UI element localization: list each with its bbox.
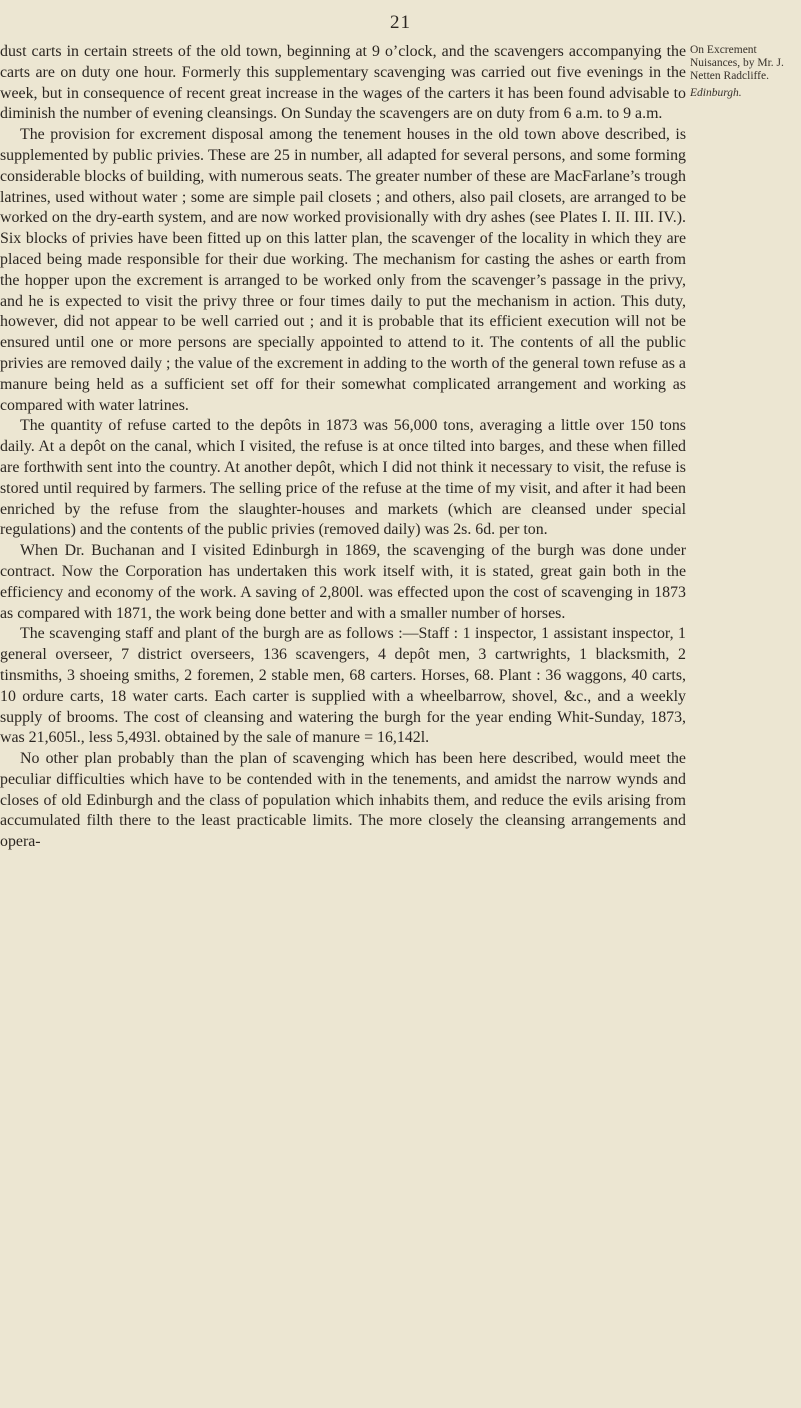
margin-note-heading: On Excrement Nuisances, by Mr. J. Netten Radcliffe. <box>690 44 784 82</box>
paragraph-4: When Dr. Buchanan and I visited Edinburgh in 1869, the scavenging of the burgh was done under contract. Now the Corporation has undertaken this work itself with, it is stated, great gain both in the efficiency and economy of the work. A saving of 2,800l. was effected upon the cost of scavenging in 1873 as compared with 1871, the work being done better and with a smaller number of horses. <box>0 542 686 622</box>
page-number: 21 <box>390 12 411 33</box>
paragraph-2: The provision for excrement disposal among the tenement houses in the old town above described, is supplemented by public privies. These are 25 in number, all adapted for several persons, and some forming considerable blocks of building, with numerous seats. The greater number of these are MacFarlane’s trough latrines, used without water ; some are simple pail closets ; and others, also pail closets, are arranged to be worked on the dry-earth system, and are now worked provisionally with dry ashes (see Plates I. II. III. IV.). Six blocks of privies have been fitted up on this latter plan, the scavenger of the locality in which they are placed being made responsible for their due working. The mechanism for casting the ashes or earth from the hopper upon the excrement is arranged to be worked only from the scavenger’s passage in the privy, and he is expected to visit the privy three or four times daily to put the mechanism in action. This duty, however, did not appear to be well carried out ; and it is probable that its efficient execution will not be ensured until one or more persons are specially appointed to attend to it. The contents of all the public privies are removed daily ; the value of the excrement in adding to the worth of the general town refuse as a manure being held as a sufficient set off for their somewhat complicated arrangement and working as compared with water latrines. <box>0 126 686 414</box>
paragraph-1: dust carts in certain streets of the old town, beginning at 9 o’clock, and the scavengers accompanying the carts are on duty one hour. Formerly this supplementary scavenging was carried out five evenings in the week, but in consequence of recent great increase in the wages of the carters it has been found advisable to diminish the number of evening cleansings. On Sunday the scavengers are on duty from 6 a.m. to 9 a.m. <box>0 43 686 123</box>
body-text <box>0 42 686 853</box>
margin-note <box>690 44 800 100</box>
margin-note-place: Edinburgh. <box>690 87 742 99</box>
paragraph-3: The quantity of refuse carted to the depôts in 1873 was 56,000 tons, averaging a little over 150 tons daily. At a depôt on the canal, which I visited, the refuse is at once tilted into barges, and these when filled are forthwith sent into the country. At another depôt, which I did not think it necessary to visit, the refuse is stored until required by farmers. The selling price of the refuse at the time of my visit, and after it had been enriched by the refuse from the slaughter-houses and markets (which are cleansed under special regulations) and the contents of the public privies (removed daily) was 2s. 6d. per ton. <box>0 417 686 539</box>
paragraph-6: No other plan probably than the plan of scavenging which has been here described, would meet the peculiar difficulties which have to be contended with in the tenements, and amidst the narrow wynds and closes of old Edinburgh and the class of population which inhabits them, and reduce the evils arising from accumulated filth there to the least practicable limits. The more closely the cleansing arrangements and opera- <box>0 750 686 851</box>
paragraph-5: The scavenging staff and plant of the burgh are as follows :—Staff : 1 inspector, 1 assistant inspector, 1 general overseer, 7 district overseers, 136 scavengers, 4 depôt men, 3 cartwrights, 1 blacksmith, 2 tinsmiths, 3 shoeing smiths, 2 foremen, 2 stable men, 68 carters. Horses, 68. Plant : 36 waggons, 40 carts, 10 ordure carts, 18 water carts. Each carter is supplied with a wheelbarrow, shovel, &c., and a weekly supply of brooms. The cost of cleansing and watering the burgh for the year ending Whit-Sunday, 1873, was 21,605l., less 5,493l. obtained by the sale of manure = 16,142l. <box>0 625 686 747</box>
